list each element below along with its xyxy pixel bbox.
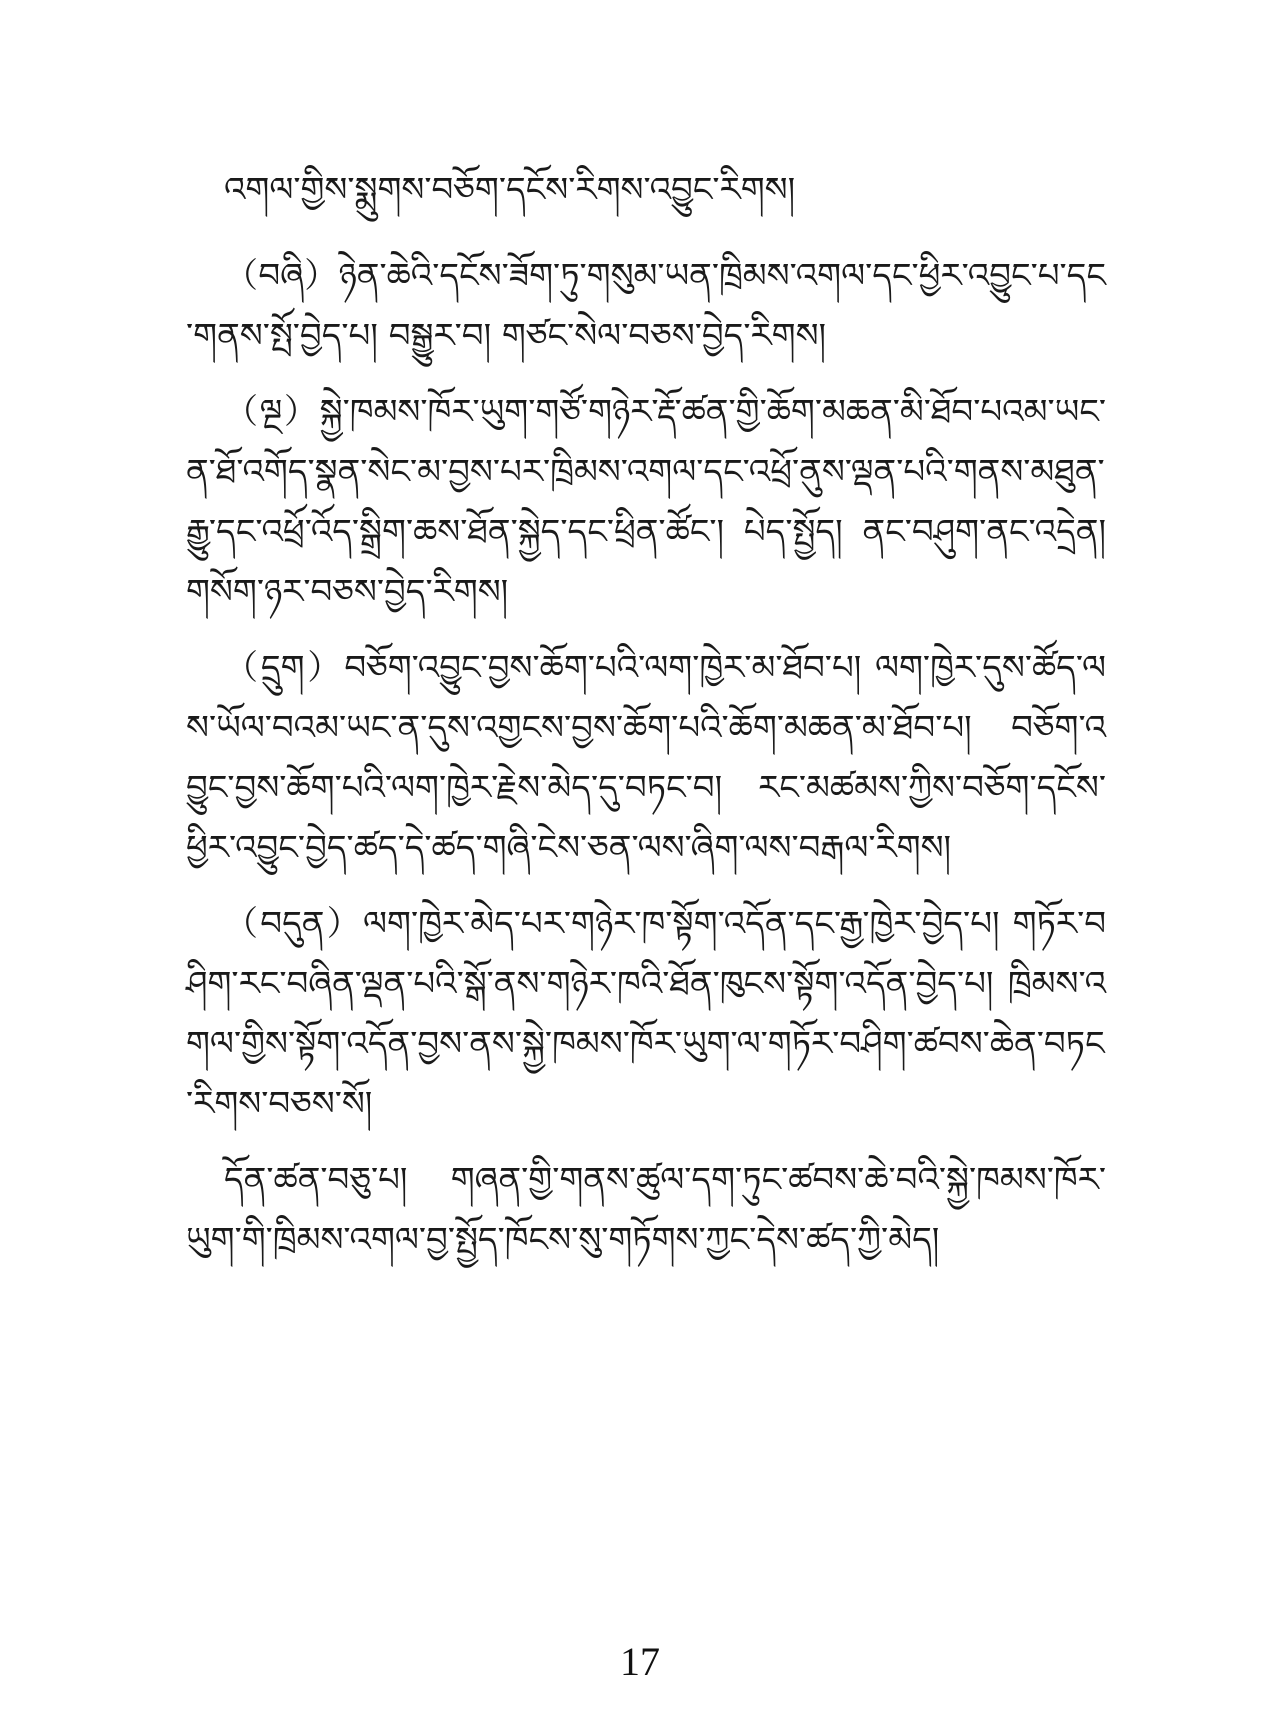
body-text [186, 160, 1106, 1286]
paragraph-item-5: （ལྔ）སྐྱེ་ཁམས་ཁོར་ཡུག་གཙོ་གཉེར་རྡོ་ཚན་གྱི་ཆོག་མཆན་མི་ཐོབ་པའམ་ཡང་ན་ཐོ་འགོད་སྣན་སེང་མ་བྱས་པར་ཁྲིམས་འགལ་དང་འཕྲོ་ནུས་ལྡན་པའི་གནས་མཐུན་རྒྱུ་དང་འཕྲོ་འོད་སྒྲིག་ཆས་ཐོན་སྐྱེད་དང་ཕྲིན་ཚོང་། པེད་སྤྱོད། ནང་བཤུག་ནང་འདྲེན། གསོག་ཉར་བཅས་བྱེད་རིགས། [186, 392, 1106, 612]
page-number: 17 [620, 1639, 660, 1684]
paragraph-item-6: （དྲུག）བཅོག་འབྱུང་བྱས་ཆོག་པའི་ལག་ཁྱེར་མ་ཐོབ་པ། ལག་ཁྱེར་དུས་ཚོད་ལས་ཡོལ་བའམ་ཡང་ན་དུས་འགྱངས་བྱས་ཆོག་པའི་ཆོག་མཆན་མ་ཐོབ་པ། བཅོག་འབྱུང་བྱས་ཆོག་པའི་ལག་ཁྱེར་རྗེས་མེད་དུ་བཏང་བ། རང་མཚམས་ཀྱིས་བཅོག་དངོས་ཕྱིར་འབྱུང་བྱེད་ཚད་དེ་ཚད་གཞི་ངེས་ཅན་ལས་ཞིག་ལས་བརྒལ་རིགས། [186, 648, 1106, 868]
paragraph-article-10: དོན་ཚན་བཅུ་པ། གཞན་གྱི་གནས་ཚུལ་དག་ཏུང་ཚབས་ཆེ་བའི་སྐྱེ་ཁམས་ཁོར་ཡུག་གི་ཁྲིམས་འགལ་བྱ་སྤྱོད་ཁོངས་སུ་གཏོགས་ཀྱང་དེས་ཚད་ཀྱི་མེད། [186, 1160, 1106, 1260]
paragraph-item-4: （བཞི）ཉེན་ཆེའི་དངོས་ཟོག་ཏུ་གསུམ་ཡན་ཁྲིམས་འགལ་དང་ཕྱིར་འབྱུང་པ་དང་གནས་སྤོ་བྱེད་པ། བསྒྱུར་བ། གཙང་སེལ་བཅས་བྱེད་རིགས། [186, 256, 1106, 356]
paragraph-item-7: （བདུན）ལག་ཁྱེར་མེད་པར་གཉེར་ཁ་སྟོག་འདོན་དང་རྒྱ་ཁྱེར་བྱེད་པ། གཏོར་བཤིག་རང་བཞིན་ལྡན་པའི་སྒོ་ནས་གཉེར་ཁའི་ཐོན་ཁུངས་སྟོག་འདོན་བྱེད་པ། ཁྲིམས་འགལ་གྱིས་སྟོག་འདོན་བྱས་ནས་སྐྱེ་ཁམས་ཁོར་ཡུག་ལ་གཏོར་བཤིག་ཚབས་ཆེན་བཏང་རིགས་བཅས་སོ། [186, 904, 1106, 1124]
paragraph-intro-fragment: འགལ་གྱིས་སྨུགས་བཅོག་དངོས་རིགས་འབྱུང་རིགས། [224, 170, 796, 210]
